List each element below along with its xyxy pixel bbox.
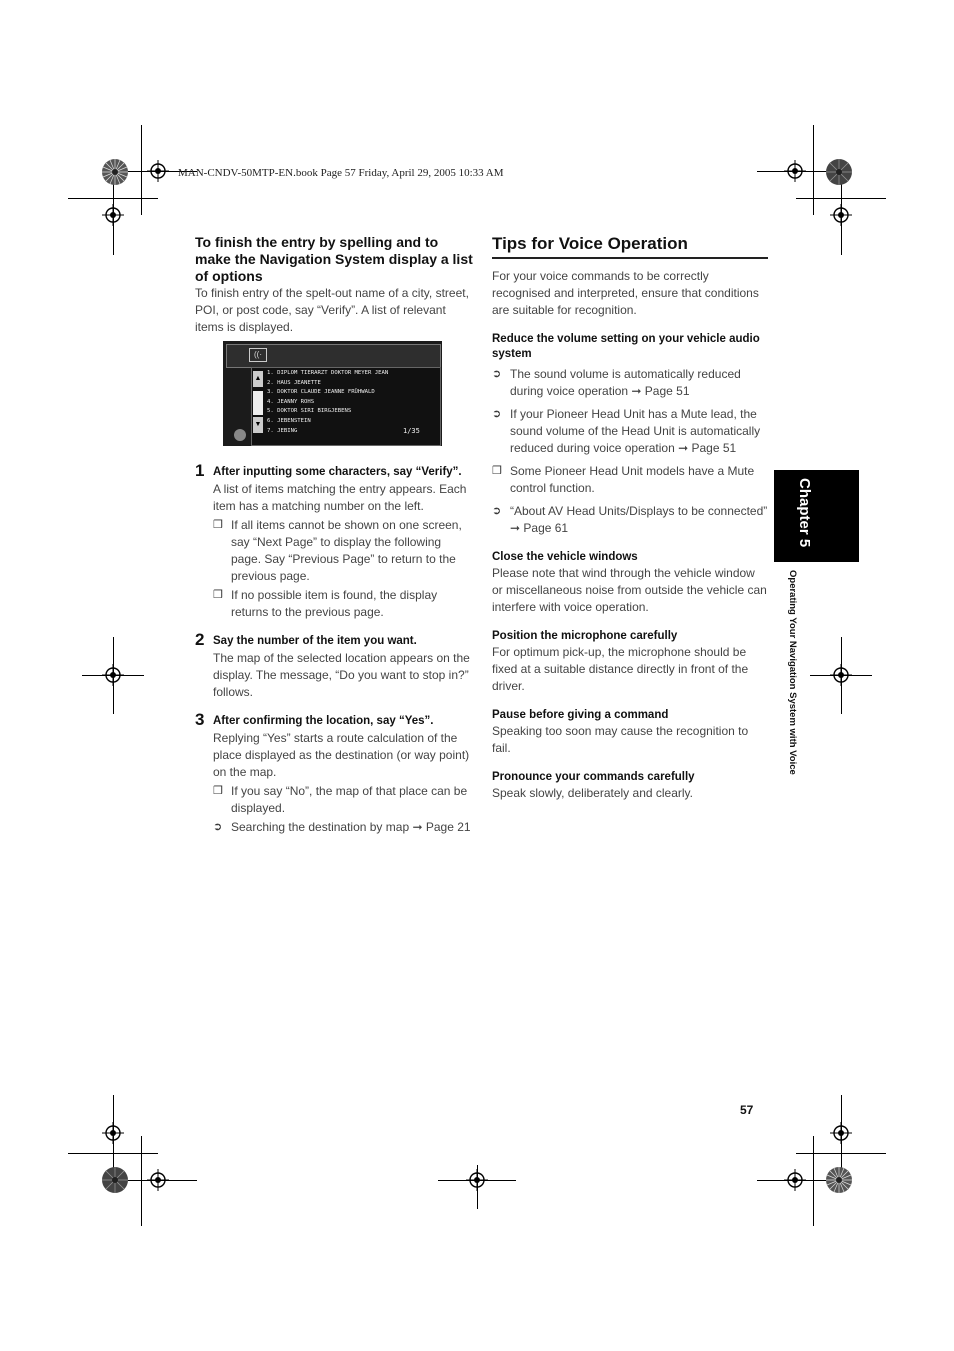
tip-text: Speak slowly, deliberately and clearly. bbox=[492, 786, 693, 800]
subsection-heading: To finish the entry by spelling and to make the Navigation System display a list of options bbox=[195, 234, 473, 284]
intro-text: For your voice commands to be correctly recognised and interpreted, ensure that conditions are suitable for recognition. bbox=[492, 269, 759, 317]
right-column bbox=[492, 234, 768, 802]
tip-heading: Position the microphone carefully bbox=[492, 630, 678, 642]
tip-text: Please note that wind through the vehicle window or miscellaneous noise from outside the vehicle can interfere with voice operation. bbox=[492, 566, 767, 614]
cross-reference[interactable]: ➲ If your Pioneer Head Unit has a Mute lead, the sound volume of the Head Unit is automatically reduced during voice operation ➞ Page 51 bbox=[492, 407, 761, 455]
list-item[interactable]: 4. JEANNY ROHS bbox=[267, 398, 315, 405]
list-item[interactable]: 1. DIPLOM TIERARZT DOKTOR MEYER JEAN bbox=[267, 370, 389, 376]
list-item[interactable]: 7. JEBING bbox=[267, 427, 298, 434]
chapter-label: Chapter 5 bbox=[796, 478, 813, 548]
step-title: Say the number of the item you want. bbox=[213, 635, 417, 647]
step-number: 3 bbox=[195, 710, 205, 729]
registration-mark-icon bbox=[830, 204, 852, 226]
tip-heading: Pause before giving a command bbox=[492, 709, 669, 721]
tip-text: For optimum pick-up, the microphone should be fixed at a suitable distance directly in front of the driver. bbox=[492, 645, 749, 693]
color-wheel-icon bbox=[101, 158, 129, 186]
scroll-down-button[interactable]: ▼ bbox=[253, 417, 263, 433]
note-item: ❒ If you say “No”, the map of that place can be displayed. bbox=[213, 784, 468, 815]
step-title: After confirming the location, say “Yes”. bbox=[213, 715, 434, 727]
checkbox-icon: ❒ bbox=[213, 519, 223, 531]
step-body: The map of the selected location appears on the display. The message, “Do you want to stop in?” follows. bbox=[213, 651, 470, 699]
voice-icon: ((· bbox=[249, 348, 267, 362]
note-item: ❒ If all items cannot be shown on one screen, say “Next Page” to display the following page. Say “Previous Page” to return to the previous page. bbox=[213, 518, 462, 583]
tip-heading: Pronounce your commands carefully bbox=[492, 771, 695, 783]
registration-mark-icon bbox=[102, 1122, 124, 1144]
cross-reference[interactable]: ➲ Searching the destination by map ➞ Page 21 bbox=[213, 820, 471, 834]
registration-mark-icon bbox=[102, 664, 124, 686]
tip-heading: Reduce the volume setting on your vehicle audio system bbox=[492, 333, 760, 360]
intro-text: To finish entry of the spelt-out name of a city, street, POI, or post code, say “Verify”. A list of relevant items is displayed. bbox=[195, 286, 469, 334]
section-title: Tips for Voice Operation bbox=[492, 234, 768, 259]
step-body: Replying “Yes” starts a route calculation of the place displayed as the destination (or way point) on the map. bbox=[213, 731, 470, 779]
tip-heading: Close the vehicle windows bbox=[492, 551, 638, 563]
arrow-icon: ➲ bbox=[492, 368, 502, 380]
checkbox-icon: ❒ bbox=[213, 785, 223, 797]
screen-image bbox=[223, 341, 442, 446]
step-body: A list of items matching the entry appears. Each item has a matching number on the left. bbox=[213, 482, 467, 513]
step-number: 2 bbox=[195, 630, 205, 649]
tip-text: Speaking too soon may cause the recognition to fail. bbox=[492, 724, 749, 755]
step-title: After inputting some characters, say “Verify”. bbox=[213, 466, 462, 478]
page-number: 57 bbox=[740, 1103, 754, 1117]
step-1 bbox=[195, 461, 473, 621]
step-number: 1 bbox=[195, 461, 205, 480]
scroll-bar[interactable] bbox=[253, 391, 263, 415]
note-item: ❒ If no possible item is found, the display returns to the previous page. bbox=[213, 588, 438, 619]
color-wheel-icon bbox=[825, 158, 853, 186]
registration-mark-icon bbox=[147, 160, 169, 182]
registration-mark-icon bbox=[784, 1169, 806, 1191]
arrow-icon: ➲ bbox=[213, 821, 223, 833]
registration-mark-icon bbox=[466, 1169, 488, 1191]
cross-reference[interactable]: ➲ The sound volume is automatically reduced during voice operation ➞ Page 51 bbox=[492, 367, 741, 398]
list-item[interactable]: 2. HAUS JEANETTE bbox=[267, 379, 321, 386]
step-2 bbox=[195, 630, 473, 701]
checkbox-icon: ❒ bbox=[492, 465, 502, 477]
step-3 bbox=[195, 710, 473, 836]
list-item[interactable]: 5. DOKTOR SIRI BIRGJEBENS bbox=[267, 408, 352, 415]
registration-mark-icon bbox=[147, 1169, 169, 1191]
registration-mark-icon bbox=[784, 160, 806, 182]
list-item[interactable]: 3. DOKTOR CLAUDE JEANNE FRÜHWALD bbox=[267, 389, 375, 396]
page-counter: 1/35 bbox=[403, 427, 420, 435]
registration-mark-icon bbox=[830, 1122, 852, 1144]
arrow-icon: ➲ bbox=[492, 408, 502, 420]
note-item: ❒ Some Pioneer Head Unit models have a Mute control function. bbox=[492, 464, 755, 495]
left-column bbox=[195, 234, 473, 336]
registration-mark-icon bbox=[102, 204, 124, 226]
color-wheel-icon bbox=[101, 1166, 129, 1194]
scroll-up-button[interactable]: ▲ bbox=[253, 371, 263, 387]
cross-reference[interactable]: ➲ “About AV Head Units/Displays to be connected” ➞ Page 61 bbox=[492, 504, 768, 535]
registration-mark-icon bbox=[830, 664, 852, 686]
print-header: MAN-CNDV-50MTP-EN.book Page 57 Friday, April 29, 2005 10:33 AM bbox=[178, 167, 504, 179]
steps-list bbox=[195, 461, 473, 836]
color-wheel-icon bbox=[825, 1166, 853, 1194]
checkbox-icon: ❒ bbox=[213, 589, 223, 601]
list-item[interactable]: 6. JEBENSTEIN bbox=[267, 417, 311, 424]
section-side-label: Operating Your Navigation System with Voice bbox=[787, 570, 798, 775]
back-icon[interactable] bbox=[234, 429, 246, 441]
arrow-icon: ➲ bbox=[492, 505, 502, 517]
